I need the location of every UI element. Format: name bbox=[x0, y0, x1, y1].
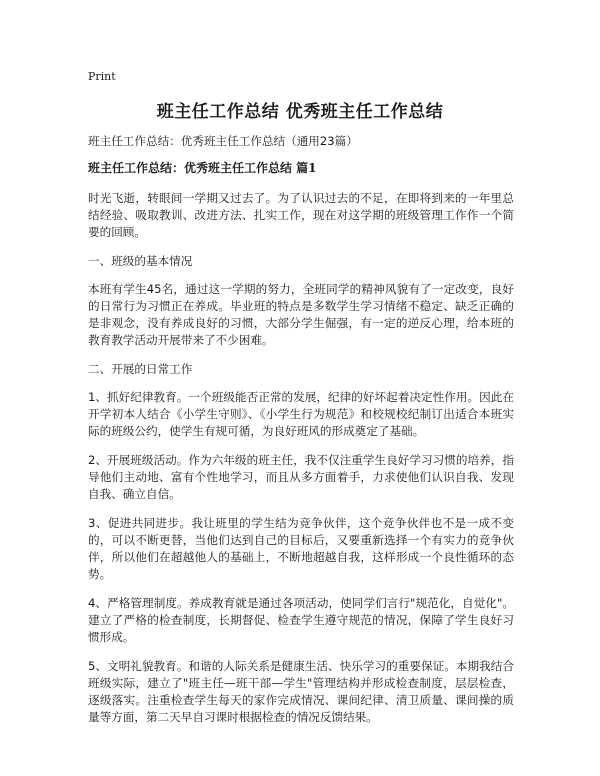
intro-paragraph: 时光飞逝，转眼间一学期又过去了。为了认识过去的不足，在即将到来的一年里总结经验、吸取教训、改进方法、扎实工作，现在对这学期的班级管理工作作一个简要的回顾。 bbox=[88, 191, 514, 239]
article-body bbox=[88, 133, 514, 738]
page-title: 班主任工作总结 优秀班主任工作总结 bbox=[156, 102, 444, 122]
heading-daily-work: 二、开展的日常工作 bbox=[88, 362, 193, 376]
work-item-3: 3、促进共同进步。我让班里的学生结为竞争伙伴，这个竞争伙伴也不是一成不变的，可以不断更替，当他们达到自己的目标后，又要重新选择一个有实力的竞争伙伴，所以他们在超越他人的基础上，不断地超越自我，这样形成一个良性循环的态势。 bbox=[88, 516, 514, 581]
work-item-1: 1、抓好纪律教育。一个班级能否正常的发展，纪律的好坏起着决定性作用。因此在开学初本人结合《小学生守则》、《小学生行为规范》和校规校纪制订出适合本班实际的班级公约，使学生有规可循，为良好班风的形成奠定了基础。 bbox=[88, 390, 514, 438]
section-title: 班主任工作总结：优秀班主任工作总结 篇1 bbox=[88, 161, 317, 175]
class-info-paragraph: 本班有学生45名，通过这一学期的努力，全班同学的精神风貌有了一定改变，良好的日常行为习惯正在养成。毕业班的特点是多数学生学习情绪不稳定、缺乏正确的是非观念，没有养成良好的习惯，大部分学生倔强，有一定的逆反心理，给本班的教育教学活动开展带来了不少困难。 bbox=[88, 282, 514, 347]
work-item-2: 2、开展班级活动。作为六年级的班主任，我不仅注重学生良好学习习惯的培养，指导他们主动地、富有个性地学习，而且从多方面着手，力求使他们认识自我、发现自我、确立自信。 bbox=[88, 453, 514, 501]
print-link[interactable]: Print bbox=[88, 70, 116, 83]
work-item-5: 5、文明礼貌教育。和谐的人际关系是健康生活、快乐学习的重要保证。本期我结合班级实际，建立了"班主任—班干部—学生"管理结构并形成检查制度，层层检查，逐级落实。注重检查学生每天的家作完成情况、课间纪律、清卫质量、课间操的质量等方面，第二天早自习课时根据检查的情况反馈结果。 bbox=[88, 659, 514, 724]
article-subtitle: 班主任工作总结：优秀班主任工作总结（通用23篇） bbox=[88, 134, 358, 148]
work-item-4: 4、严格管理制度。养成教育就是通过各项活动，使同学们言行"规范化，自觉化"。建立了严格的检查制度，长期督促、检查学生遵守规范的情况，保障了学生良好习惯形成。 bbox=[88, 596, 514, 644]
heading-class-info: 一、班级的基本情况 bbox=[88, 254, 193, 268]
